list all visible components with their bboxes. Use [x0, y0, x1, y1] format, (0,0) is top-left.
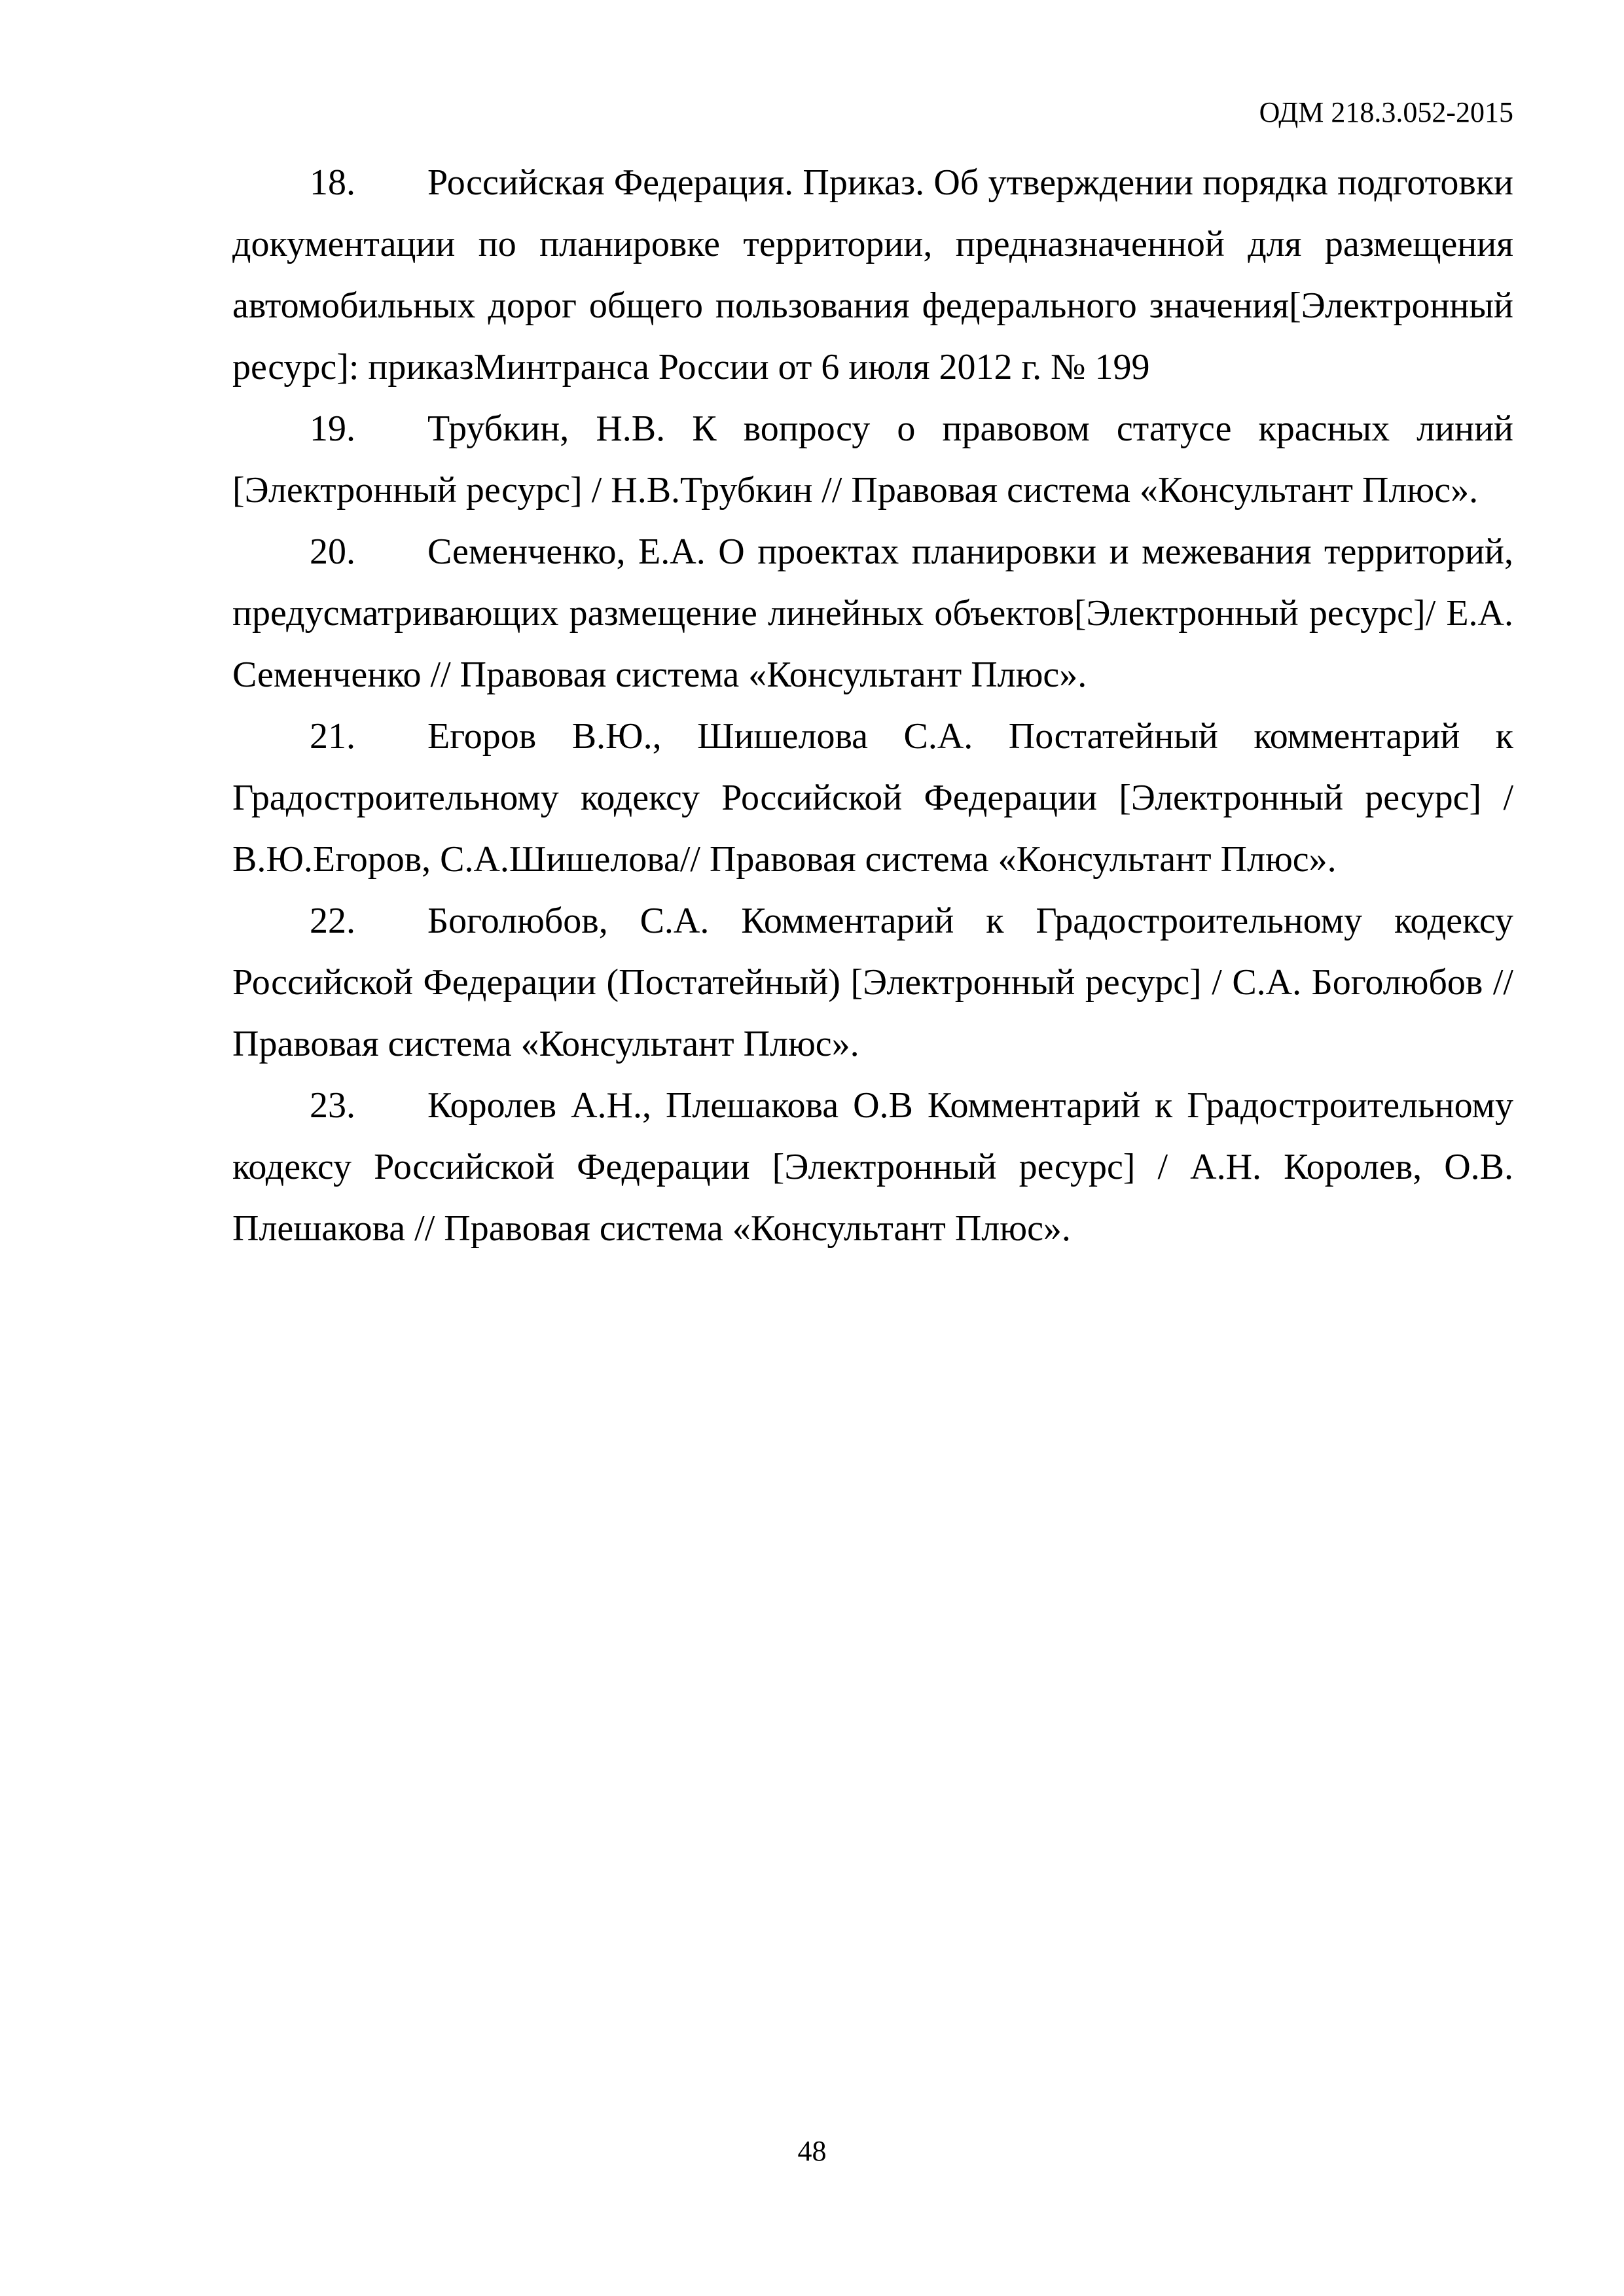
reference-text: Семенченко, Е.А. О проектах планировки и межевания территорий, предусматривающих размещение линейных объектов[Электронный ресурс]/ Е.А. Семенченко // Правовая система «Консультант Плюс».	[232, 531, 1513, 695]
reference-text: Королев А.Н., Плешакова О.В Комментарий к Градостроительному кодексу Российской Федерации [Электронный ресурс] / А.Н. Королев, О.В. Плешакова // Правовая система «Консультант Плюс».	[232, 1085, 1513, 1249]
reference-number: 19.	[310, 408, 355, 449]
page-number: 48	[797, 2135, 827, 2167]
reference-number: 21.	[310, 716, 355, 757]
reference-list	[232, 152, 1513, 1259]
reference-number: 20.	[310, 531, 355, 572]
reference-number: 18.	[310, 162, 355, 203]
reference-item-18	[232, 152, 1513, 398]
reference-text: Российская Федерация. Приказ. Об утверждении порядка подготовки документации по планировке территории, предназначенной для размещения автомобильных дорог общего пользования федерального значения[Электронный ресурс]: приказМинтранса России от 6 июля 2012 г. № 199	[232, 162, 1513, 387]
reference-number: 22.	[310, 901, 355, 941]
reference-item-20	[232, 521, 1513, 706]
document-code-header: ОДМ 218.3.052-2015	[1259, 96, 1513, 128]
reference-text: Боголюбов, С.А. Комментарий к Градостроительному кодексу Российской Федерации (Постатейный) [Электронный ресурс] / С.А. Боголюбов // Правовая система «Консультант Плюс».	[232, 901, 1513, 1064]
reference-number: 23.	[310, 1085, 355, 1126]
reference-item-22	[232, 890, 1513, 1075]
reference-text: Трубкин, Н.В. К вопросу о правовом статусе красных линий [Электронный ресурс] / Н.В.Трубкин // Правовая система «Консультант Плюс».	[232, 408, 1513, 511]
reference-text: Егоров В.Ю., Шишелова С.А. Постатейный комментарий к Градостроительному кодексу Российской Федерации [Электронный ресурс] / В.Ю.Егоров, С.А.Шишелова// Правовая система «Консультант Плюс».	[232, 716, 1513, 880]
reference-item-23	[232, 1075, 1513, 1259]
reference-item-19	[232, 398, 1513, 521]
reference-item-21	[232, 706, 1513, 890]
